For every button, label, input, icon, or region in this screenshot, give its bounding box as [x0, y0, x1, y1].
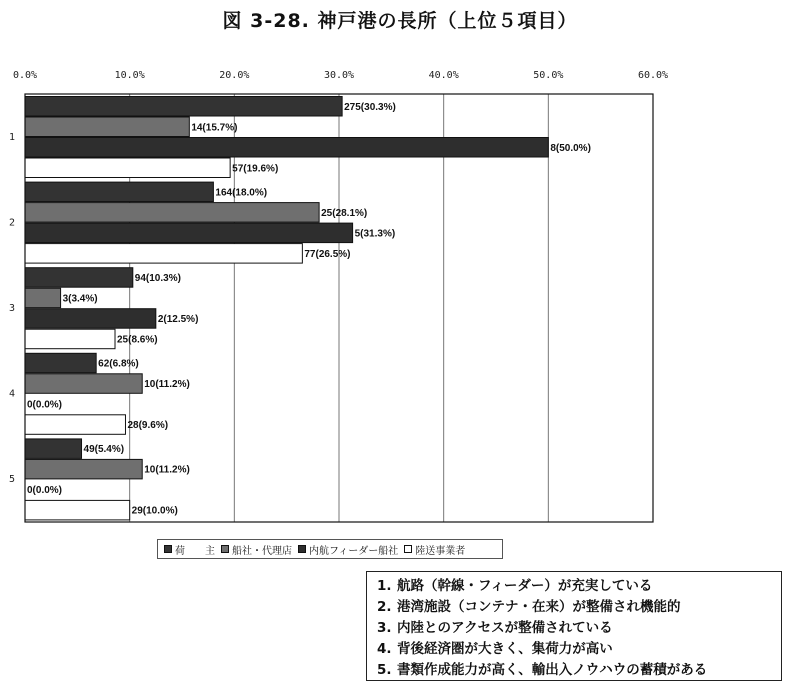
chart-title: 図 3-28. 神戸港の長所（上位５項目） — [222, 10, 578, 32]
x-tick-label: 10.0% — [114, 70, 145, 81]
bar — [25, 223, 353, 243]
x-tick-label: 20.0% — [219, 70, 250, 81]
legend-label: 内航フィーダー船社 — [309, 545, 399, 557]
data-label: 94(10.3%) — [134, 272, 181, 284]
data-label: 10(11.2%) — [144, 464, 190, 476]
legend-label: 船社・代理店 — [232, 545, 292, 557]
note-item — [377, 660, 771, 681]
legend-item — [298, 542, 398, 557]
note-item — [377, 597, 771, 618]
data-label: 77(26.5%) — [304, 248, 351, 260]
legend-item — [164, 542, 215, 557]
x-tick-label: 30.0% — [323, 70, 355, 81]
category-label: 4 — [8, 388, 16, 400]
x-tick-label: 0.0% — [12, 70, 38, 81]
data-label: 49(5.4%) — [83, 444, 125, 456]
data-label: 0(0.0%) — [27, 399, 63, 411]
data-label: 62(6.8%) — [98, 358, 139, 370]
x-tick-label: 40.0% — [428, 70, 459, 81]
note-text: 背後経済圏が大きく、集荷力が高い — [397, 641, 613, 657]
legend-item — [404, 542, 465, 557]
category-label: 3 — [8, 303, 16, 314]
bar — [25, 459, 142, 479]
data-label: 5(31.3%) — [354, 228, 396, 240]
legend-swatch — [404, 545, 412, 553]
bar — [25, 329, 115, 349]
bar-layer — [25, 97, 548, 520]
bar — [25, 97, 342, 117]
data-label: 10(11.2%) — [144, 379, 190, 391]
x-tick-label: 60.0% — [637, 70, 669, 81]
bar — [25, 288, 61, 308]
legend-item — [221, 542, 292, 557]
note-item — [377, 576, 771, 597]
legend-label: 陸送事業者 — [415, 545, 466, 557]
data-label: 28(9.6%) — [127, 420, 169, 432]
bar — [25, 353, 96, 373]
notes-box — [366, 571, 782, 681]
data-label: 164(18.0%) — [215, 187, 268, 199]
data-label: 275(30.3%) — [344, 101, 396, 113]
data-label: 3(3.4%) — [62, 293, 98, 305]
category-label: 1 — [8, 131, 16, 143]
note-item — [377, 618, 771, 639]
note-number: 2. — [377, 599, 392, 615]
bar — [25, 374, 142, 394]
data-label: 25(28.1%) — [321, 207, 368, 219]
bar — [25, 117, 189, 137]
data-label: 0(0.0%) — [27, 485, 63, 497]
tick-layer — [13, 70, 668, 81]
note-number: 1. — [377, 578, 392, 594]
legend-swatch — [164, 545, 172, 553]
note-number: 5. — [377, 662, 392, 678]
note-number: 4. — [377, 641, 392, 657]
bar — [25, 182, 213, 202]
note-text: 内陸とのアクセスが整備されている — [397, 620, 613, 636]
bar — [25, 268, 133, 288]
note-text: 航路（幹線・フィーダー）が充実している — [397, 578, 653, 594]
bar — [25, 309, 156, 329]
bar — [25, 500, 130, 520]
bar — [25, 244, 302, 264]
legend-swatch — [298, 545, 306, 553]
note-text: 書類作成能力が高く、輸出入ノウハウの蓄積がある — [397, 662, 708, 678]
note-item — [377, 639, 771, 660]
bar — [25, 158, 230, 178]
bar — [25, 203, 319, 223]
category-label: 5 — [8, 474, 16, 486]
note-text: 港湾施設（コンテナ・在来）が整備され機能的 — [397, 599, 681, 615]
data-label: 8(50.0%) — [550, 142, 591, 154]
bar — [25, 439, 82, 459]
data-label: 14(15.7%) — [191, 122, 238, 134]
category-label: 2 — [8, 217, 16, 229]
legend-label: 荷 主 — [175, 545, 215, 557]
bar — [25, 138, 548, 158]
note-number: 3. — [377, 620, 392, 636]
bar — [25, 415, 125, 435]
x-tick-label: 50.0% — [533, 70, 564, 81]
legend — [157, 539, 503, 559]
data-label: 57(19.6%) — [232, 163, 279, 175]
data-label: 25(8.6%) — [117, 334, 158, 346]
legend-swatch — [221, 545, 229, 553]
category-layer — [9, 132, 15, 485]
data-label: 29(10.0%) — [131, 505, 178, 517]
data-label: 2(12.5%) — [157, 313, 199, 325]
